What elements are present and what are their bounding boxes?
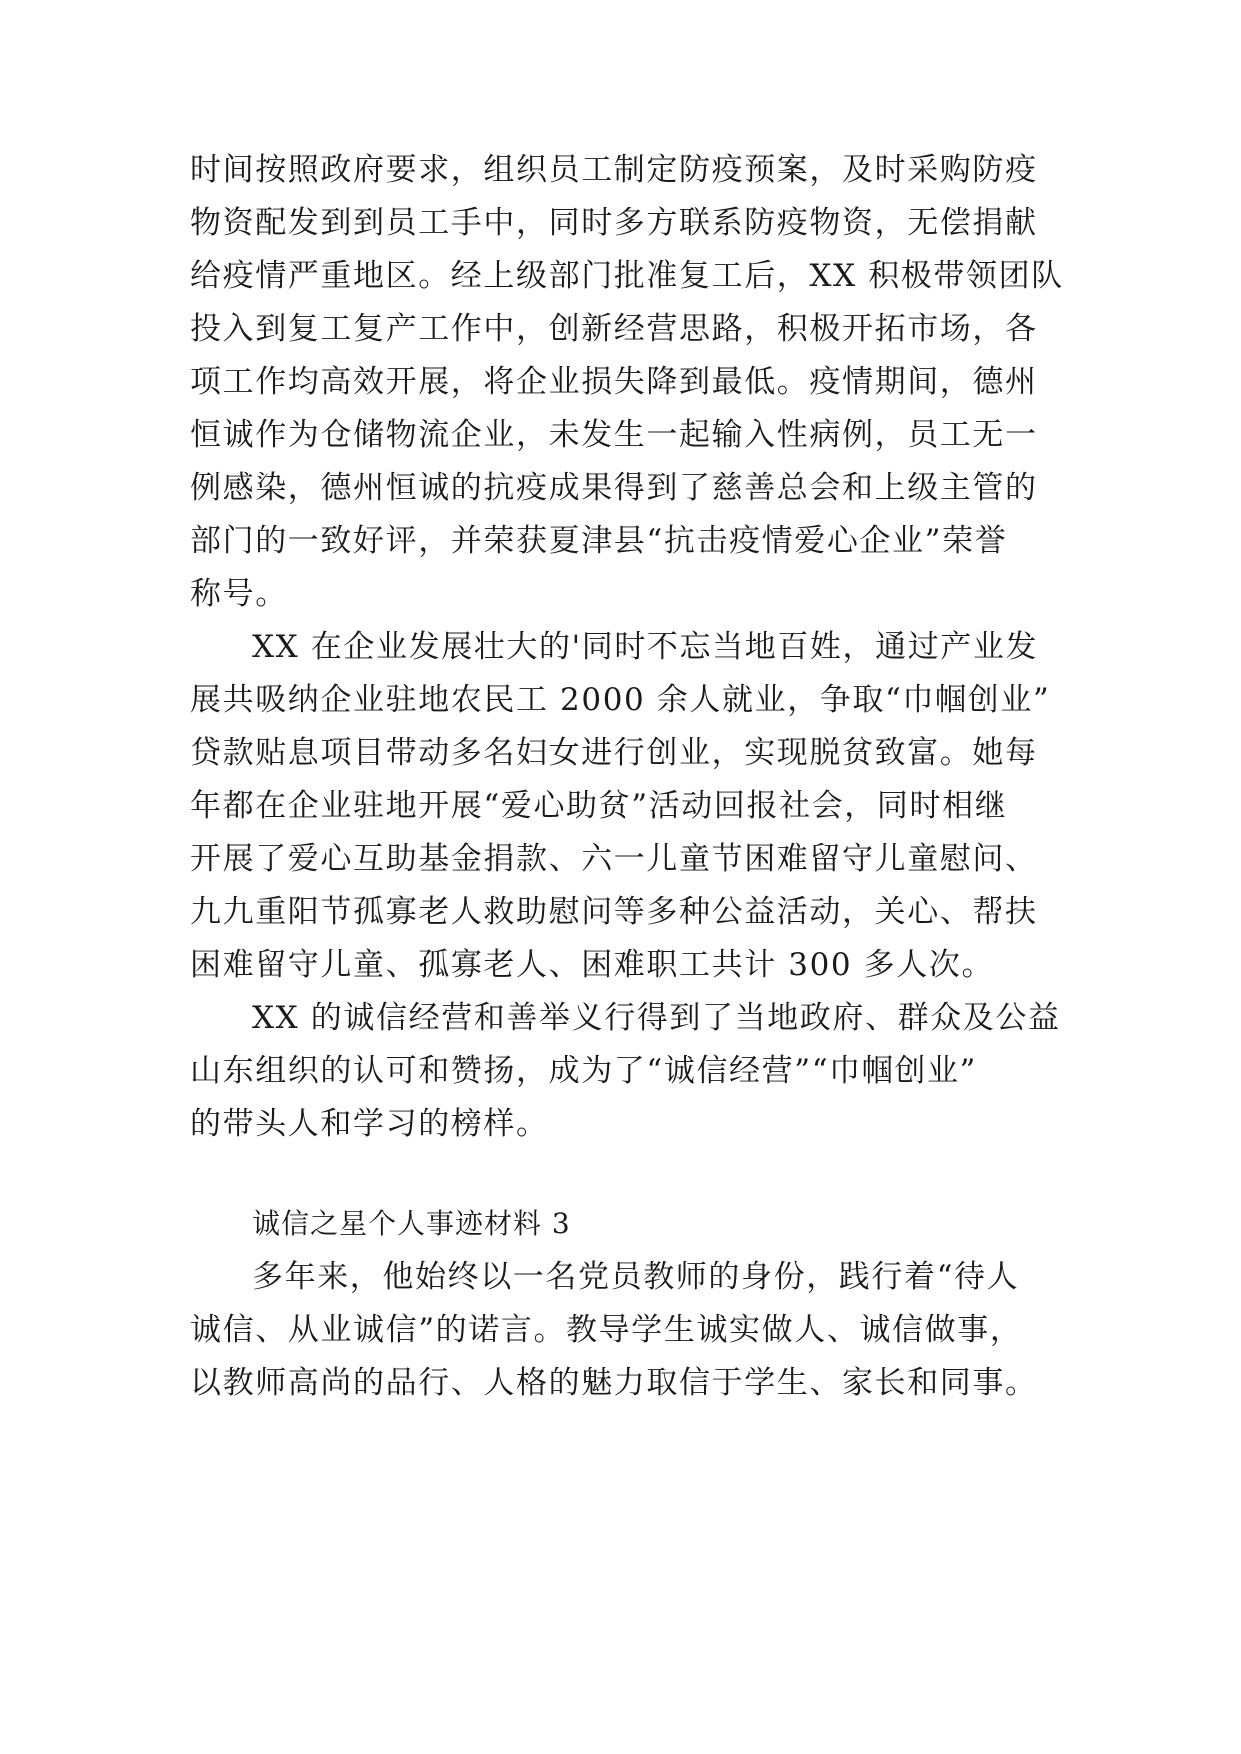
section-heading: 诚信之星个人事迹材料 3 [252,1207,571,1240]
paragraph-line: 展共吸纳企业驻地农民工 2000 余人就业，争取“巾帼创业” [190,682,1051,718]
paragraph-line: 年都在企业驻地开展“爱心助贫”活动回报社会，同时相继 [190,788,1008,824]
paragraph-line: 以教师高尚的品行、人格的魅力取信于学生、家长和同事。 [190,1365,1038,1401]
paragraph-line: 九九重阳节孤寡老人救助慰问等多种公益活动，关心、帮扶 [190,894,1038,930]
paragraph-line: 物资配发到到员工手中，同时多方联系防疫物资，无偿捐献 [190,205,1038,241]
paragraph-line: 山东组织的认可和赞扬，成为了“诚信经营”“巾帼创业” [190,1053,977,1089]
paragraph-line: 贷款贴息项目带动多名妇女进行创业，实现脱贫致富。她每 [190,735,1038,771]
paragraph-line: 诚信、从业诚信”的诺言。教导学生诚实做人、诚信做事， [190,1312,1023,1348]
paragraph-line: 开展了爱心互助基金捐款、六一儿童节困难留守儿童慰问、 [190,841,1038,877]
paragraph-line: 时间按照政府要求，组织员工制定防疫预案，及时采购防疫 [190,152,1038,188]
paragraph-line: 恒诚作为仓储物流企业，未发生一起输入性病例，员工无一 [190,417,1038,453]
paragraph-line: 给疫情严重地区。经上级部门批准复工后，XX 积极带领团队 [190,258,1064,294]
paragraph-line: 称号。 [190,576,288,612]
paragraph-line: 例感染，德州恒诚的抗疫成果得到了慈善总会和上级主管的 [190,470,1038,506]
paragraph-line: 投入到复工复产工作中，创新经营思路，积极开拓市场，各 [190,311,1038,347]
paragraph-line: XX 的诚信经营和善举义行得到了当地政府、群众及公益 [252,1000,1061,1036]
paragraph-line: XX 在企业发展壮大的'同时不忘当地百姓，通过产业发 [252,629,1039,665]
paragraph-line: 项工作均高效开展，将企业损失降到最低。疫情期间，德州 [190,364,1038,400]
paragraph-line: 多年来，他始终以一名党员教师的身份，践行着“待人 [252,1259,1020,1295]
paragraph-line: 困难留守儿童、孤寡老人、困难职工共计 300 多人次。 [190,947,995,983]
paragraph-line: 的带头人和学习的榜样。 [190,1106,549,1142]
paragraph-line: 部门的一致好评，并荣获夏津县“抗击疫情爱心企业”荣誉 [190,523,1008,559]
